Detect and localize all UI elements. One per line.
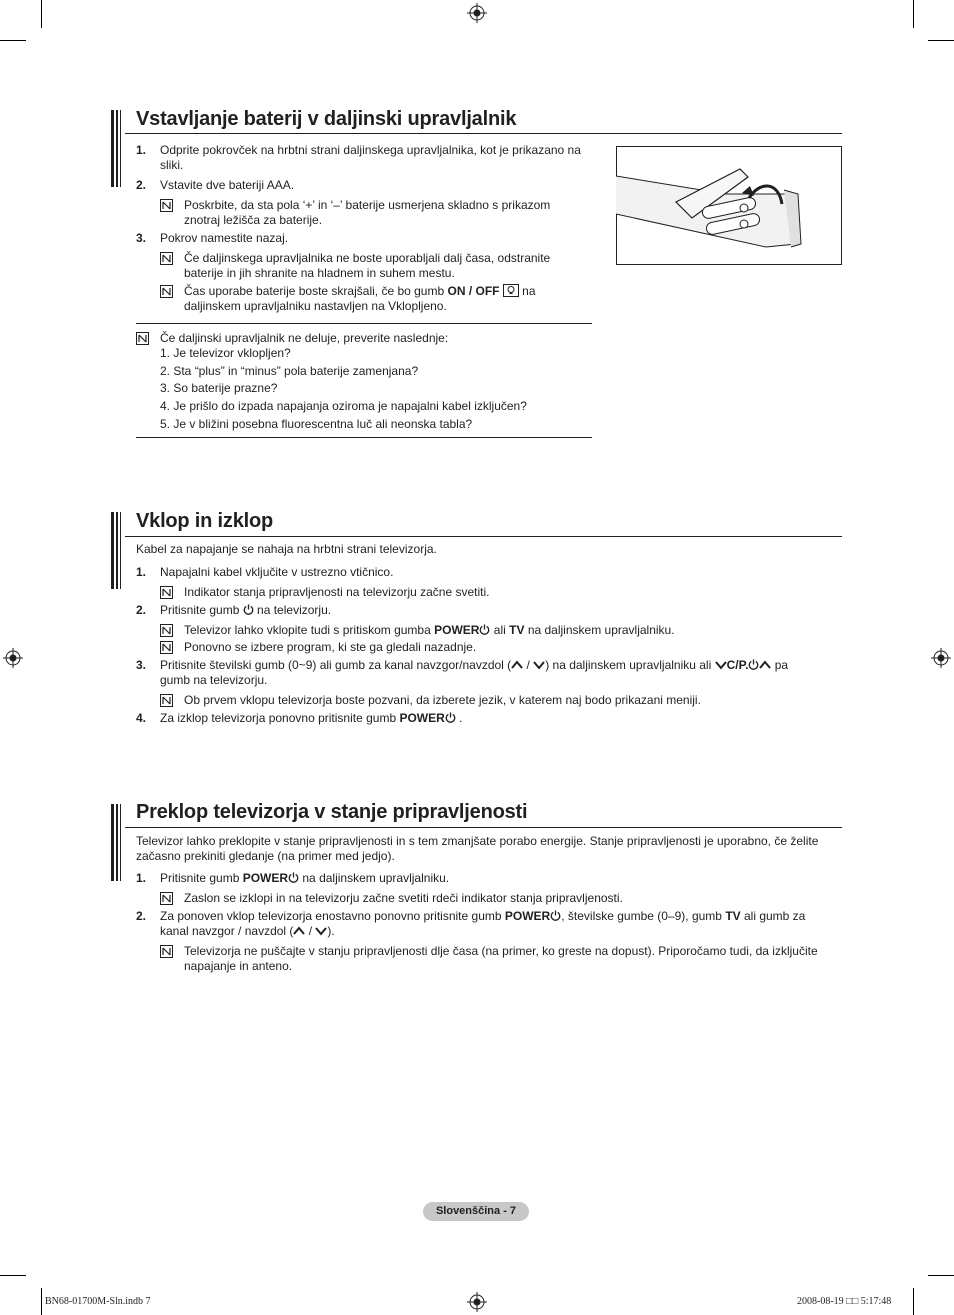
- note-text-part: na: [518, 284, 536, 298]
- section-rule: [125, 536, 842, 537]
- power-icon: [479, 624, 490, 635]
- page-number-label: Slovenščina - 7: [423, 1202, 529, 1221]
- light-bulb-icon: [503, 284, 519, 297]
- check-item: 2. Sta “plus” in “minus” pola baterije zamenjana?: [160, 364, 419, 378]
- cp-label: C/P.: [726, 658, 749, 672]
- note-icon: [160, 624, 173, 637]
- note-text: Poskrbite, da sta pola ‘+’ in ‘–’ baterije usmerjena skladno s prikazom: [184, 198, 551, 212]
- step-text-part: pa: [771, 658, 789, 672]
- step-text-part: Za ponoven vklop televizorja enostavno ponovno pritisnite gumb: [160, 909, 505, 923]
- step-text: Vstavite dve bateriji AAA.: [160, 178, 295, 192]
- note-icon: [160, 285, 173, 298]
- check-item: 3. So baterije prazne?: [160, 381, 278, 395]
- step-text-part: .: [455, 711, 463, 725]
- down-arrow-icon: [315, 926, 327, 936]
- note-text: Ponovno se izbere program, ki ste ga gledali nazadnje.: [184, 640, 477, 654]
- up-arrow-icon: [293, 926, 305, 936]
- box-rule: [136, 323, 592, 324]
- note-text: Če daljinskega upravljalnika ne boste uporabljali dalj časa, odstranite: [184, 251, 551, 265]
- step-text-part: ).: [327, 924, 335, 938]
- crop-mark: [41, 1288, 42, 1315]
- step-text: [160, 658, 788, 673]
- step-text-part: /: [305, 924, 316, 938]
- registration-mark-icon: [931, 648, 951, 668]
- crop-mark: [0, 1275, 26, 1276]
- crop-mark: [928, 1275, 954, 1276]
- note-text-part: na daljinskem upravljalniku.: [524, 623, 675, 637]
- on-off-label: ON / OFF: [447, 284, 500, 298]
- step-text: Pokrov namestite nazaj.: [160, 231, 289, 245]
- note-text: baterije in jih shranite na hladnem in suhem mestu.: [184, 266, 455, 280]
- step-number: 2.: [136, 909, 147, 923]
- section-title-batteries: Vstavljanje baterij v daljinski upravljalnik: [136, 108, 517, 130]
- tv-label: TV: [509, 623, 525, 637]
- step-text: [160, 711, 462, 726]
- power-label: POWER: [242, 871, 289, 885]
- power-icon: [445, 712, 456, 723]
- note-text: Televizorja ne puščajte v stanju pripravljenosti dlje časa (na primer, ko greste na dopust). Priporočamo tudi, da izključite: [184, 944, 818, 958]
- step-text-part: Pritisnite gumb: [160, 603, 243, 617]
- registration-mark-icon: [467, 3, 487, 23]
- step-text-part: Za izklop televizorja ponovno pritisnite gumb: [160, 711, 400, 725]
- step-text-part: na televizorju.: [253, 603, 332, 617]
- intro-text: začasno prekiniti gledanje (na primer med jedjo).: [136, 849, 395, 863]
- check-item: 1. Je televizor vklopljen?: [160, 346, 291, 360]
- note-icon: [160, 641, 173, 654]
- down-arrow-icon: [715, 660, 727, 670]
- remote-battery-illustration: [616, 146, 842, 265]
- registration-mark-icon: [467, 1292, 487, 1312]
- power-label: POWER: [399, 711, 445, 725]
- power-label: POWER: [504, 909, 551, 923]
- note-text: napajanje in anteno.: [184, 959, 293, 973]
- section-rule: [125, 827, 842, 828]
- check-intro: Če daljinski upravljalnik ne deluje, preverite naslednje:: [160, 331, 449, 345]
- step-number: 4.: [136, 711, 147, 725]
- crop-mark: [928, 40, 954, 41]
- step-text-part: Pritisnite gumb: [160, 871, 243, 885]
- step-number: 1.: [136, 565, 147, 579]
- power-icon: [550, 910, 561, 921]
- step-text: Napajalni kabel vključite v ustrezno vtičnico.: [160, 565, 394, 579]
- note-icon: [136, 332, 149, 345]
- note-icon: [160, 252, 173, 265]
- step-text: Odprite pokrovček na hrbtni strani daljinskega upravljalnika, kot je prikazano na: [160, 143, 581, 157]
- check-item: 5. Je v bližini posebna fluorescentna luč ali neonska tabla?: [160, 417, 473, 431]
- step-text: [160, 909, 805, 924]
- print-slug-left: BN68-01700M-Sln.indb 7: [45, 1296, 151, 1307]
- intro-text: Kabel za napajanje se nahaja na hrbtni strani televizorja.: [136, 542, 437, 556]
- power-icon: [748, 659, 759, 670]
- section-title-power: Vklop in izklop: [136, 510, 274, 532]
- step-text-part: kanal navzgor / navzdol (: [160, 924, 294, 938]
- note-icon: [160, 694, 173, 707]
- up-arrow-icon: [759, 660, 771, 670]
- section-marker: [111, 110, 125, 187]
- step-text: sliki.: [160, 158, 184, 172]
- note-icon: [160, 586, 173, 599]
- power-icon: [288, 872, 299, 883]
- power-icon: [243, 604, 254, 615]
- step-text-part: ) na daljinskem upravljalniku ali: [545, 658, 715, 672]
- section-title-standby: Preklop televizorja v stanje pripravljenosti: [136, 801, 528, 823]
- note-text: daljinskem upravljalniku nastavljen na Vklopljeno.: [184, 299, 447, 313]
- crop-mark: [913, 0, 914, 28]
- note-text: [184, 284, 536, 299]
- section-rule: [125, 133, 842, 134]
- note-icon: [160, 892, 173, 905]
- note-text-part: ali: [490, 623, 510, 637]
- section-marker: [111, 512, 125, 589]
- step-text: [160, 924, 335, 939]
- note-text: Zaslon se izklopi in na televizorju začne svetiti rdeči indikator stanja pripravljenosti.: [184, 891, 623, 905]
- crop-mark: [0, 40, 26, 41]
- note-text-part: Televizor lahko vklopite tudi s pritiskom gumba: [184, 623, 435, 637]
- step-text-part: ali gumb za: [740, 909, 806, 923]
- step-number: 3.: [136, 658, 147, 672]
- note-text-part: Čas uporabe baterije boste skrajšali, če bo gumb: [184, 284, 448, 298]
- note-text: Ob prvem vklopu televizorja boste pozvani, da izberete jezik, v katerem naj bodo prikazani meniji.: [184, 693, 701, 707]
- note-text: znotraj ležišča za baterije.: [184, 213, 323, 227]
- intro-text: Televizor lahko preklopite v stanje pripravljenosti in s tem zmanjšate porabo energije. Stanje pripravljenosti je uporabno, če želite: [136, 834, 819, 848]
- step-number: 2.: [136, 603, 147, 617]
- note-text: Indikator stanja pripravljenosti na televizorju začne svetiti.: [184, 585, 490, 599]
- step-text-part: Pritisnite številski gumb (0~9) ali gumb za kanal navzgor/navzdol (: [160, 658, 512, 672]
- down-arrow-icon: [533, 660, 545, 670]
- step-text-part: , številske gumbe (0–9), gumb: [561, 909, 726, 923]
- crop-mark: [913, 1288, 914, 1315]
- note-icon: [160, 945, 173, 958]
- check-item: 4. Je prišlo do izpada napajanja oziroma je napajalni kabel izključen?: [160, 399, 527, 413]
- crop-mark: [41, 0, 42, 28]
- power-label: POWER: [434, 623, 480, 637]
- note-icon: [160, 199, 173, 212]
- step-text: [160, 603, 331, 618]
- note-text: [184, 623, 675, 638]
- registration-mark-icon: [3, 648, 23, 668]
- step-text: gumb na televizorju.: [160, 673, 268, 687]
- step-text: [160, 871, 449, 886]
- step-text-part: na daljinskem upravljalniku.: [299, 871, 450, 885]
- step-number: 3.: [136, 231, 147, 245]
- up-arrow-icon: [511, 660, 523, 670]
- step-number: 1.: [136, 143, 147, 157]
- step-text-part: /: [523, 658, 534, 672]
- print-slug-right: 2008-08-19 □□ 5:17:48: [797, 1296, 892, 1307]
- section-marker: [111, 804, 125, 881]
- step-number: 1.: [136, 871, 147, 885]
- tv-label: TV: [725, 909, 741, 923]
- box-rule: [136, 437, 592, 438]
- step-number: 2.: [136, 178, 147, 192]
